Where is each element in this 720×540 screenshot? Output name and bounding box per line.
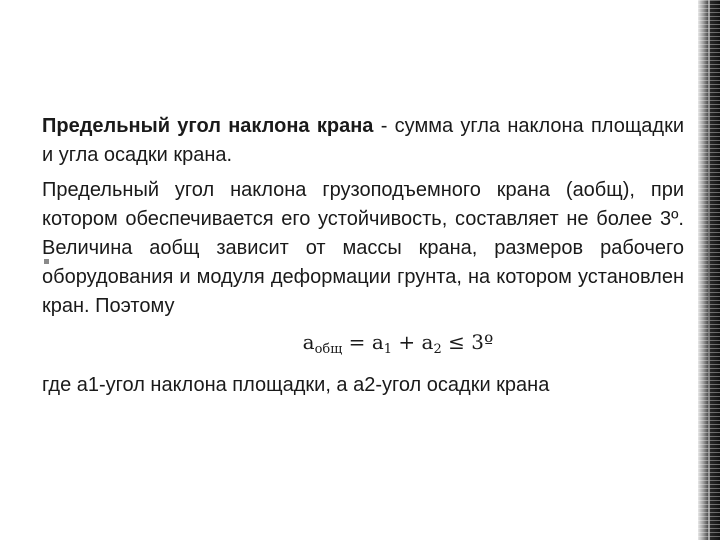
formula-a2-subscript: 2	[433, 342, 442, 357]
formula-equals: =	[342, 330, 372, 354]
formula-plus: +	[392, 330, 422, 354]
bullet-square-icon	[44, 259, 49, 264]
formula-limit: 3º	[471, 330, 494, 354]
formula-a1-symbol: a	[371, 330, 384, 354]
formula	[42, 327, 684, 365]
definition-paragraph	[42, 112, 684, 170]
formula-total-subscript: общ	[314, 342, 343, 357]
formula-a1-subscript: 1	[383, 342, 393, 357]
slide-body	[42, 112, 684, 406]
formula-total-symbol: a	[302, 330, 315, 354]
definition-text: - сумма угла наклона площадки и угла осадки крана.	[42, 115, 684, 166]
definition-term: Предельный угол наклона крана	[42, 115, 374, 137]
formula-less-equal: ≤	[441, 330, 472, 354]
description-paragraph: Предельный угол наклона грузоподъемного крана (аобщ), при котором обеспечивается его устойчивость, составляет не более 3º. Величина аобщ зависит от массы крана, размеров рабочего оборудования и модуля деформации грунта, на котором установлен кран. Поэтому	[42, 179, 684, 317]
formula-a2-symbol: a	[421, 330, 434, 354]
decorative-edge-highlight	[708, 0, 710, 540]
legend-paragraph: где а1-угол наклона площадки, а а2-угол осадки крана	[42, 374, 550, 396]
